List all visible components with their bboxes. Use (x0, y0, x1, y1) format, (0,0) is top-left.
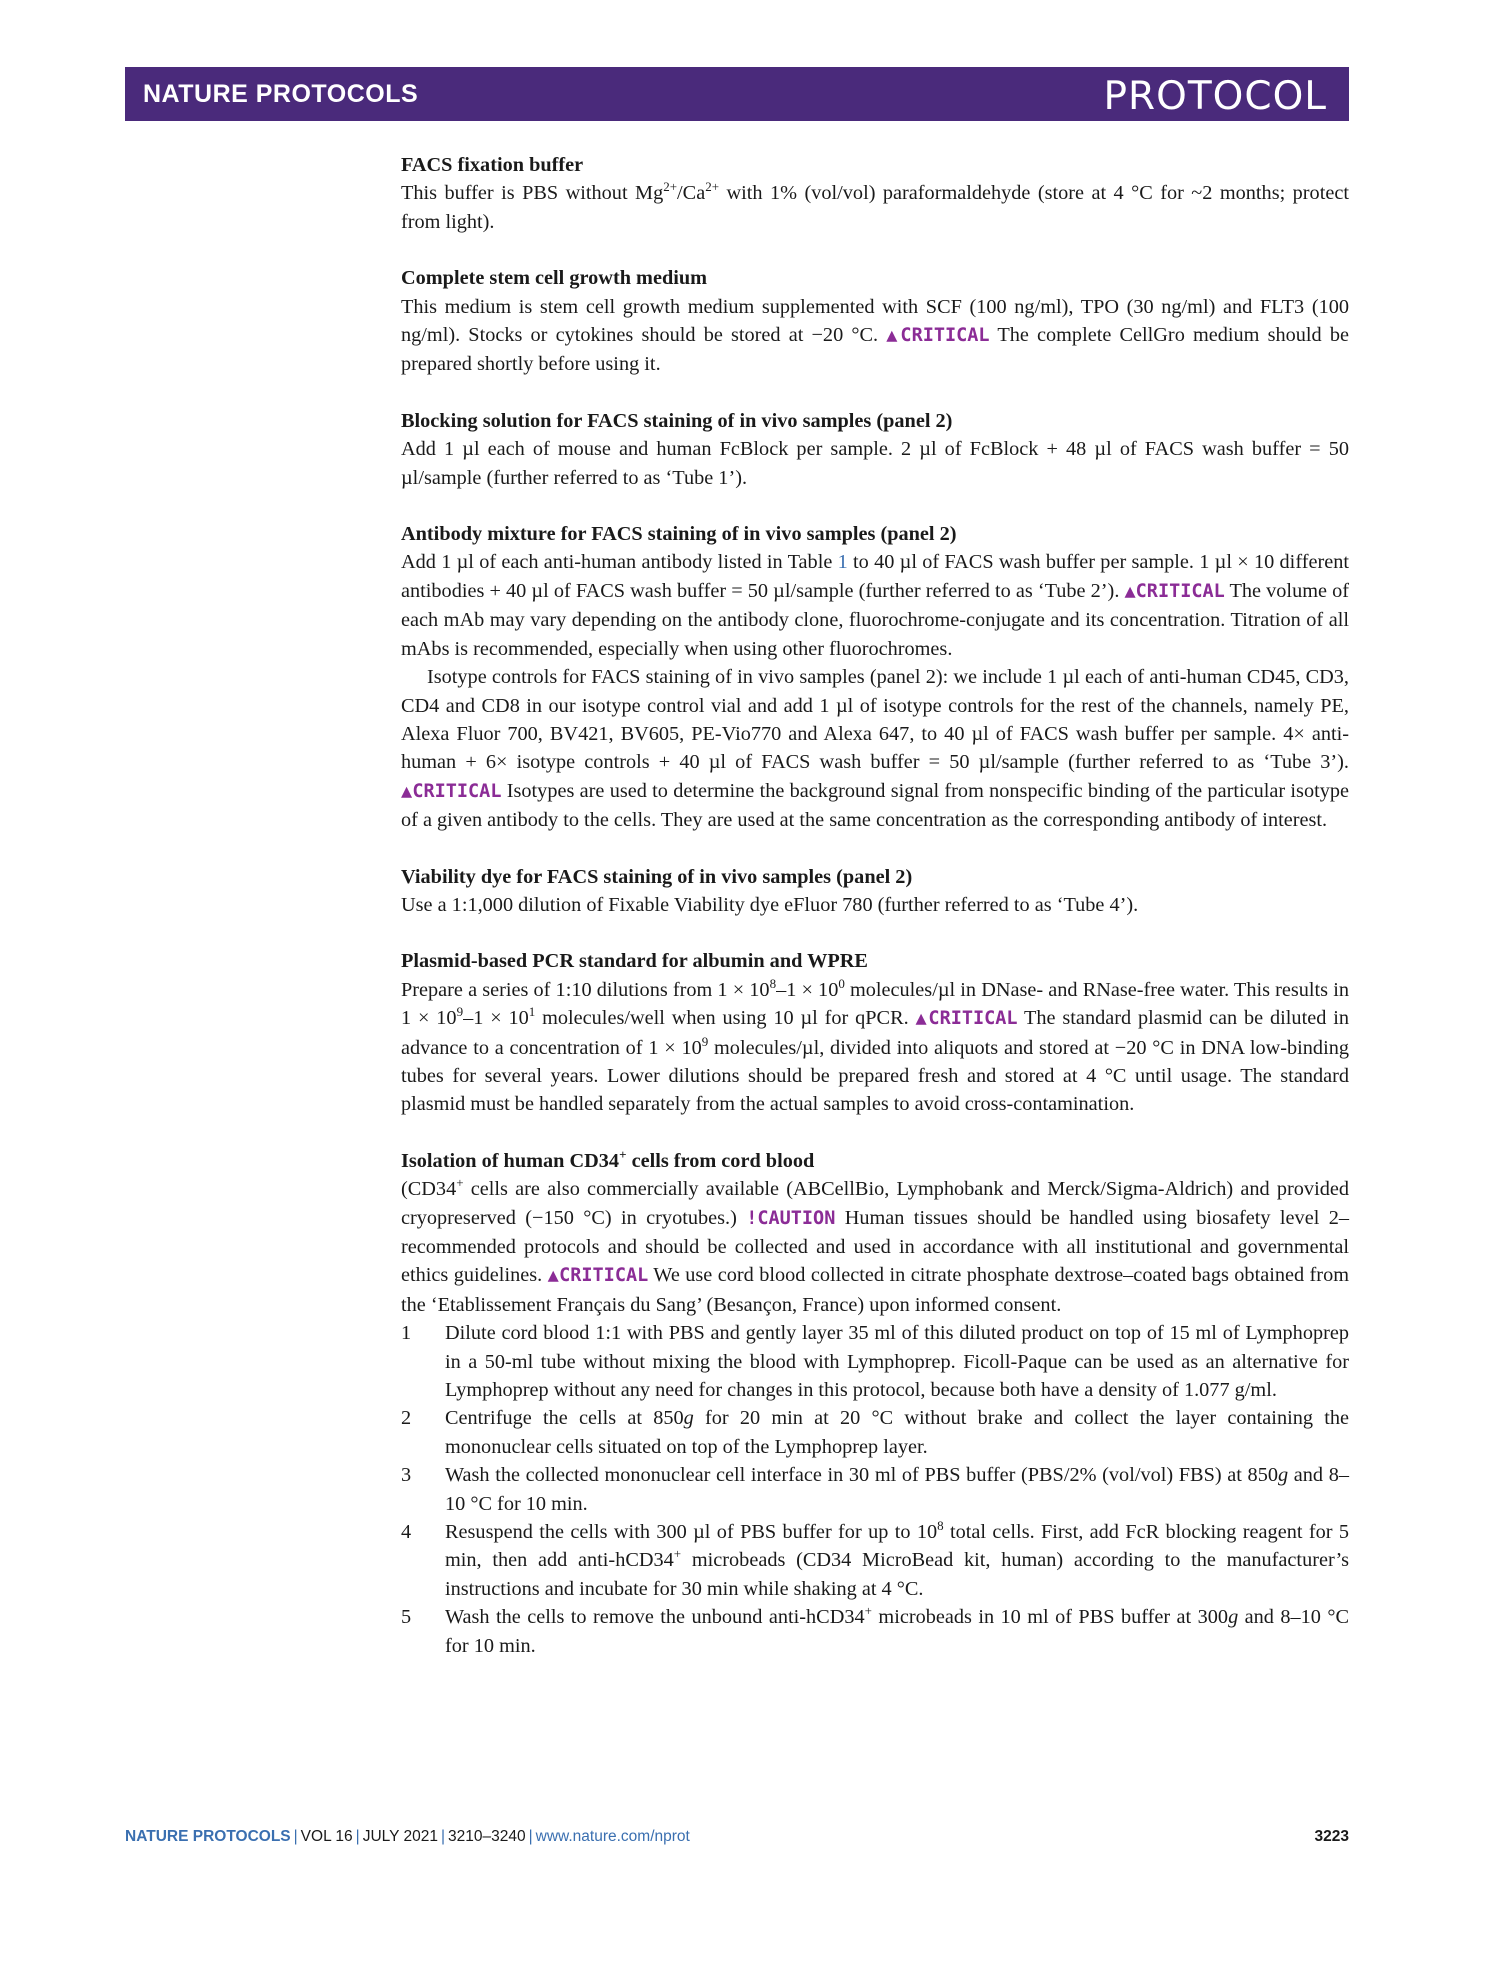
section-title (401, 1147, 1349, 1175)
section-body: Add 1 µl each of mouse and human FcBlock per sample. 2 µl of FcBlock + 48 µl of FACS wash buffer = 50 µl/sample (further referred to as ‘Tube 1’). (401, 438, 1349, 489)
step-item (401, 1319, 1349, 1404)
step-item (401, 1603, 1349, 1660)
section-fixation-buffer (401, 151, 1349, 236)
text: with 1% (vol/vol) paraformaldehyde (store at 4 °C for ~2 months; protect from light). (401, 182, 1349, 233)
text: The standard plasmid can be diluted in advance to a concentration of 1 × 10 (401, 1007, 1349, 1059)
text: and 8–10 °C for 10 min. (445, 1464, 1349, 1515)
text: Add 1 µl of each anti-human antibody listed in Table (401, 551, 838, 574)
table-link[interactable]: 1 (837, 551, 848, 574)
superscript: + (864, 1603, 872, 1619)
text: Wash the collected mononuclear cell interface in 30 ml of PBS buffer (PBS/2% (vol/vol) FBS) at 850 (445, 1464, 1278, 1487)
superscript: 1 (528, 1004, 536, 1020)
superscript: 9 (701, 1033, 709, 1049)
superscript: 8 (937, 1518, 944, 1534)
section-body (401, 1175, 1349, 1319)
footer-pages: 3210–3240 (448, 1828, 526, 1845)
g-force-unit: g (1277, 1464, 1289, 1487)
text: molecules/µl, divided into aliquots and stored at −20 °C in DNA low-binding tubes for several years. Lower dilutions should be prepared fresh and stored at 4 °C until usage. The standard plasmid must be handled separately from the actual samples to avoid cross-contamination. (401, 1036, 1349, 1116)
text: This medium is stem cell growth medium supplemented with SCF (100 ng/ml), TPO (30 ng/ml) and FLT3 (100 ng/ml). Stocks or cytokines should be stored at −20 °C. (401, 295, 1349, 347)
text: Centrifuge the cells at 850 (445, 1407, 684, 1430)
critical-label: ▲CRITICAL (886, 325, 990, 347)
critical-label: ▲CRITICAL (915, 1008, 1018, 1030)
superscript: 9 (456, 1004, 464, 1020)
step-number: 1 (401, 1322, 412, 1345)
superscript: + (673, 1546, 682, 1562)
text: microbeads (CD34 MicroBead kit, human) according to the manufacturer’s instructions and incubate for 30 min while shaking at 4 °C. (445, 1549, 1350, 1600)
page-header (125, 67, 1349, 121)
step-text (445, 1461, 1349, 1518)
section-body (401, 548, 1349, 663)
section-antibody-mixture (401, 520, 1349, 834)
step-number: 3 (401, 1464, 412, 1487)
step-text (445, 1518, 1349, 1603)
step-number: 2 (401, 1407, 412, 1430)
critical-label: ▲CRITICAL (401, 780, 502, 802)
g-force-unit: g (683, 1407, 694, 1430)
text: cells from cord blood (626, 1149, 815, 1172)
text: and 8–10 °C for 10 min. (445, 1606, 1349, 1657)
text: We use cord blood collected in citrate phosphate dextrose–coated bags obtained from the ‘Etablissement Français du Sang’ (Besançon, France) upon informed consent. (401, 1264, 1349, 1316)
text: Wash the cells to remove the unbound anti-hCD34 (445, 1606, 865, 1629)
separator: | (440, 1828, 445, 1845)
superscript: 2+ (705, 179, 720, 195)
section-growth-medium (401, 264, 1349, 379)
main-content (401, 151, 1349, 1688)
text: /Ca (677, 182, 706, 205)
footer-journal: NATURE PROTOCOLS (125, 1828, 291, 1845)
superscript: + (456, 1175, 464, 1191)
step-item (401, 1404, 1349, 1461)
section-viability-dye (401, 863, 1349, 920)
section-body: Use a 1:1,000 dilution of Fixable Viability dye eFluor 780 (further referred to as ‘Tube 4’). (401, 893, 1139, 916)
step-number: 4 (401, 1521, 412, 1544)
section-blocking-solution (401, 407, 1349, 492)
footer-citation (125, 1828, 690, 1846)
section-plasmid-standard (401, 947, 1349, 1118)
footer-url-link[interactable]: www.nature.com/nprot (535, 1828, 690, 1845)
article-type: PROTOCOL (1103, 73, 1327, 119)
text: –1 × 10 (776, 978, 839, 1001)
caution-label: !CAUTION (746, 1207, 836, 1229)
section-title: Viability dye for FACS staining of in vivo samples (panel 2) (401, 865, 913, 888)
text: Isolation of human CD34 (401, 1149, 620, 1172)
section-title: Complete stem cell growth medium (401, 267, 708, 290)
section-cd34-isolation (401, 1147, 1349, 1660)
text: The complete CellGro medium should be prepared shortly before using it. (401, 324, 1349, 376)
section-body (401, 179, 1349, 236)
g-force-unit: g (1228, 1606, 1239, 1629)
superscript: 0 (838, 975, 845, 991)
step-item (401, 1518, 1349, 1603)
step-text (445, 1404, 1349, 1461)
text: Prepare a series of 1:10 dilutions from 1 × 10 (401, 978, 770, 1001)
page-number: 3223 (1314, 1828, 1349, 1845)
text: to 40 µl of FACS wash buffer per sample. 1 µl × 10 different antibodies + 40 µl of FACS wash buffer = 50 µl/sample (further referred to as ‘Tube 2’). (401, 551, 1349, 602)
text: molecules/µl in DNase- and RNase-free water. This results in 1 × 10 (401, 978, 1349, 1030)
text: for 20 min at 20 °C without brake and collect the layer containing the mononuclear cells situated on top of the Lymphoprep layer. (445, 1407, 1349, 1458)
text: (CD34 (401, 1178, 457, 1201)
procedure-steps (401, 1319, 1349, 1660)
text: Isotype controls for FACS staining of in vivo samples (panel 2): we include 1 µl each of anti-human CD45, CD3, CD4 and CD8 in our isotype control vial and add 1 µl of isotype controls for the rest of the channels, namely PE, Alexa Fluor 700, BV421, BV605, PE-Vio770 and Alexa 647, to 40 µl of FACS wash buffer per sample. 4× anti-human + 6× isotype controls + 40 µl of FACS wash buffer = 50 µl/sample (further referred to as ‘Tube 3’). (401, 666, 1349, 774)
superscript: 8 (769, 975, 777, 991)
step-text: Dilute cord blood 1:1 with PBS and gently layer 35 ml of this diluted product on top of 15 ml of Lymphoprep in a 50-ml tube without mixing the blood with Lymphoprep. Ficoll-Paque can be used as an alternative for Lymphoprep without any need for changes in this protocol, because both have a density of 1.077 g/ml. (445, 1322, 1349, 1402)
text: Resuspend the cells with 300 µl of PBS buffer for up to 10 (445, 1521, 938, 1544)
separator: | (293, 1828, 298, 1845)
section-title: Blocking solution for FACS staining of in vivo samples (panel 2) (401, 409, 953, 432)
footer-volume: VOL 16 (300, 1828, 353, 1845)
section-body-paragraph-2 (401, 663, 1349, 834)
page-footer (125, 1828, 1349, 1846)
footer-date: JULY 2021 (362, 1828, 438, 1845)
text: molecules/well when using 10 µl for qPCR. (535, 1007, 916, 1030)
critical-label: ▲CRITICAL (547, 1265, 649, 1287)
text: cells are also commercially available (ABCellBio, Lymphobank and Merck/Sigma-Aldrich) and provided cryopreserved (−150 °C) in cryotubes.) (401, 1178, 1349, 1229)
superscript: + (619, 1147, 627, 1163)
section-body (401, 293, 1349, 379)
section-title: Antibody mixture for FACS staining of in vivo samples (panel 2) (401, 523, 957, 546)
separator: | (528, 1828, 533, 1845)
step-number: 5 (401, 1606, 412, 1629)
text: –1 × 10 (463, 1007, 529, 1030)
section-title: FACS fixation buffer (401, 154, 584, 176)
journal-name: NATURE PROTOCOLS (143, 79, 419, 108)
step-text (445, 1603, 1349, 1660)
superscript: 2+ (663, 179, 678, 195)
section-title: Plasmid-based PCR standard for albumin and WPRE (401, 950, 868, 973)
section-body (401, 976, 1349, 1119)
text: microbeads in 10 ml of PBS buffer at 300 (871, 1606, 1229, 1629)
step-item (401, 1461, 1349, 1518)
text: total cells. First, add FcR blocking reagent for 5 min, then add anti-hCD34 (445, 1521, 1349, 1572)
text: Human tissues should be handled using biosafety level 2–recommended protocols and should be collected and used in accordance with all institutional and governmental ethics guidelines. (401, 1206, 1349, 1287)
text: Isotypes are used to determine the background signal from nonspecific binding of the particular isotype of a given antibody to the cells. They are used at the same concentration as the corresponding antibody of interest. (401, 779, 1349, 832)
critical-label: ▲CRITICAL (1124, 580, 1225, 602)
text: This buffer is PBS without Mg (401, 182, 664, 205)
text: The volume of each mAb may vary depending on the antibody clone, fluorochrome-conjugate and its concentration. Titration of all mAbs is recommended, especially when using other fluorochromes. (401, 579, 1349, 660)
separator: | (355, 1828, 360, 1845)
